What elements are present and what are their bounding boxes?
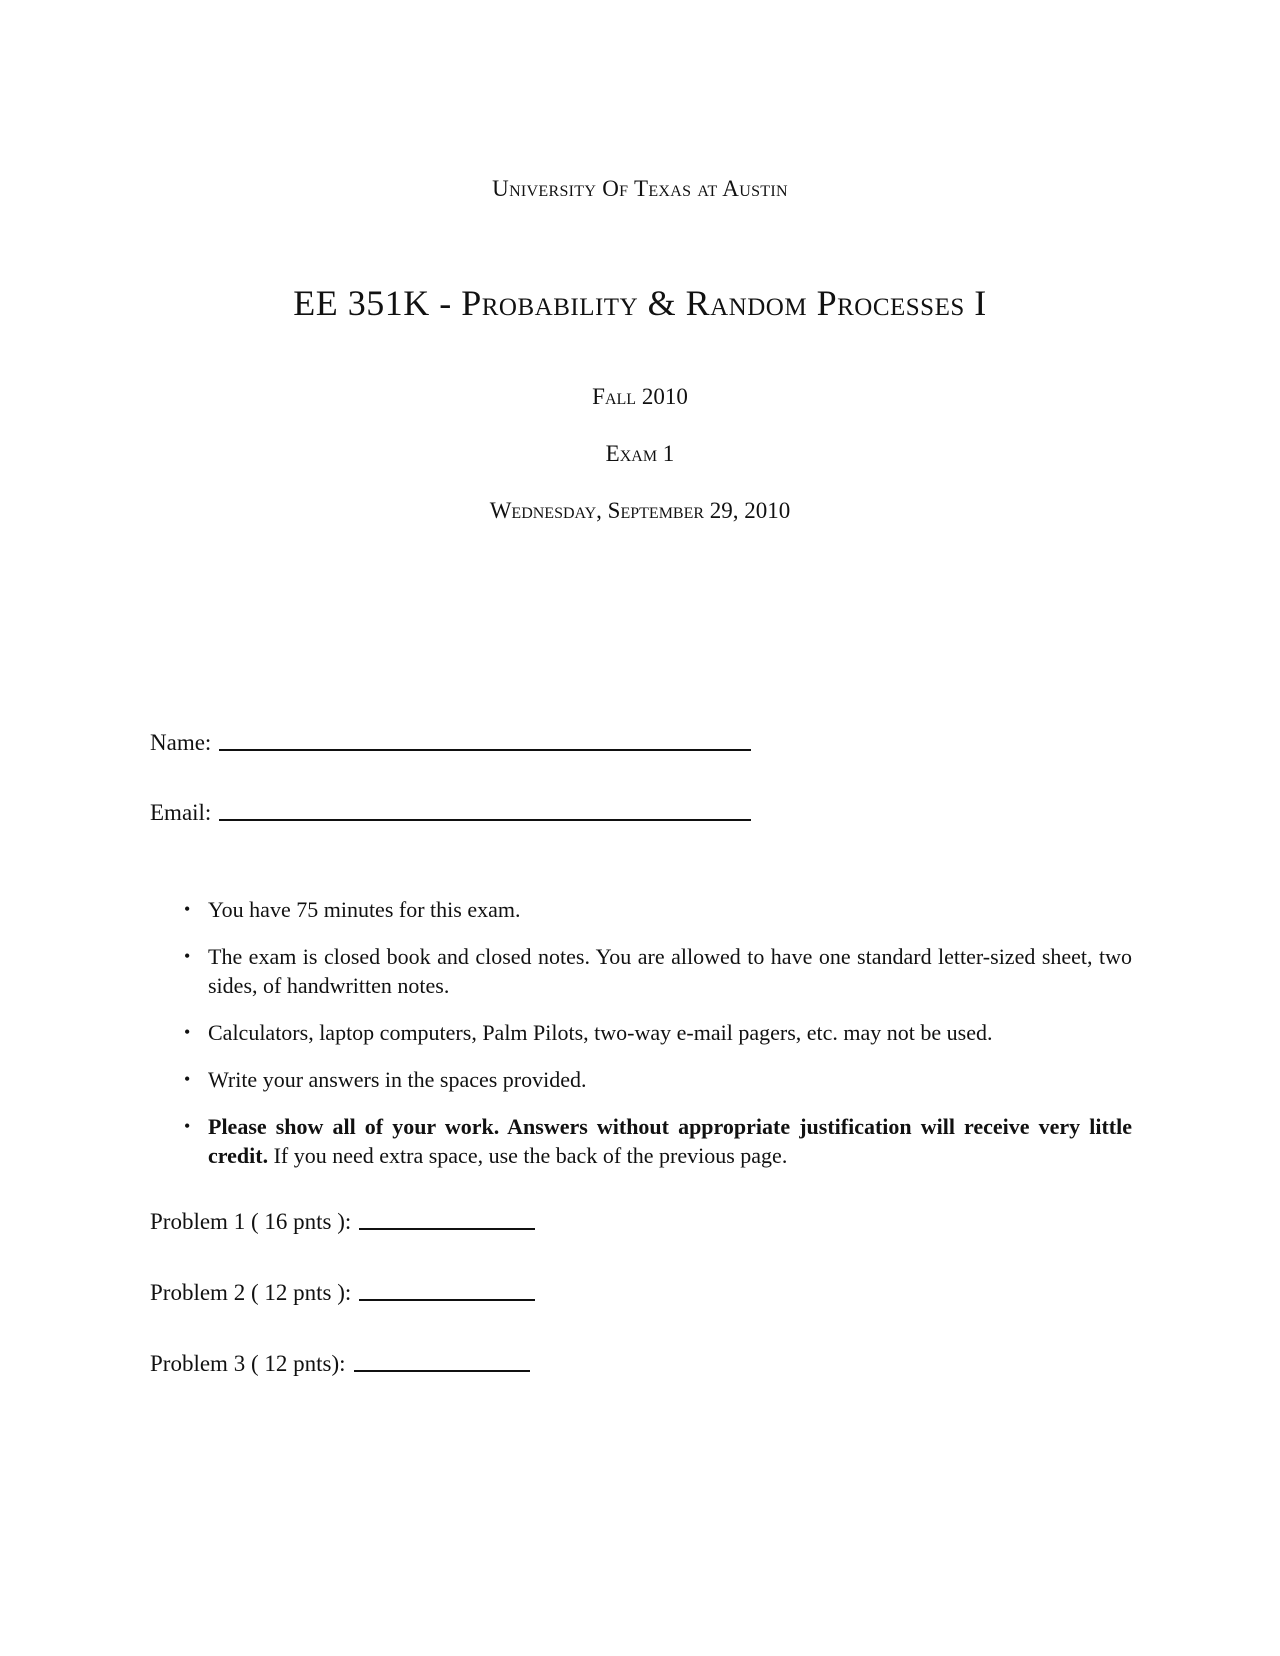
bullet-icon: • <box>184 1116 191 1136</box>
instruction-bold-text: Please show all of your work. Answers without appropriate justification will receive very little credit. <box>208 1114 1132 1168</box>
problem-label: Problem 3 ( 12 pnts): <box>150 1351 346 1376</box>
course-title: EE 351K - Probability & Random Processes I <box>293 283 987 323</box>
exam-name: Exam 1 <box>605 441 675 466</box>
instruction-item <box>182 942 1132 1000</box>
instruction-text: The exam is closed book and closed notes. You are allowed to have one standard letter-sized sheet, two sides, of handwritten notes. <box>208 944 1132 998</box>
score-blank-line[interactable] <box>354 1369 530 1372</box>
bullet-icon: • <box>184 899 191 919</box>
problem-score-1 <box>150 1209 535 1235</box>
instruction-text: You have 75 minutes for this exam. <box>208 897 521 922</box>
name-field <box>150 730 751 756</box>
instruction-text: If you need extra space, use the back of the previous page. <box>268 1143 788 1168</box>
university-name: University Of Texas at Austin <box>492 176 788 201</box>
instructions-list <box>182 895 1132 1188</box>
instruction-text: Write your answers in the spaces provided. <box>208 1067 587 1092</box>
exam-date: Wednesday, September 29, 2010 <box>489 498 791 523</box>
score-blank-line[interactable] <box>359 1227 535 1230</box>
instruction-text: Calculators, laptop computers, Palm Pilots, two-way e-mail pagers, etc. may not be used. <box>208 1020 993 1045</box>
semester: Fall 2010 <box>592 384 688 409</box>
email-label: Email: <box>150 800 212 825</box>
problem-label: Problem 1 ( 16 pnts ): <box>150 1209 352 1234</box>
bullet-icon: • <box>184 1069 191 1089</box>
bullet-icon: • <box>184 946 191 966</box>
instruction-item <box>182 1065 1132 1094</box>
name-blank-line[interactable] <box>219 748 751 751</box>
problem-label: Problem 2 ( 12 pnts ): <box>150 1280 352 1305</box>
problem-score-2 <box>150 1280 535 1306</box>
name-label: Name: <box>150 730 212 755</box>
problem-score-3 <box>150 1351 530 1377</box>
instruction-item <box>182 1112 1132 1170</box>
instruction-item <box>182 1018 1132 1047</box>
bullet-icon: • <box>184 1022 191 1042</box>
instruction-item <box>182 895 1132 924</box>
email-blank-line[interactable] <box>219 818 751 821</box>
email-field <box>150 800 751 826</box>
score-blank-line[interactable] <box>359 1298 535 1301</box>
